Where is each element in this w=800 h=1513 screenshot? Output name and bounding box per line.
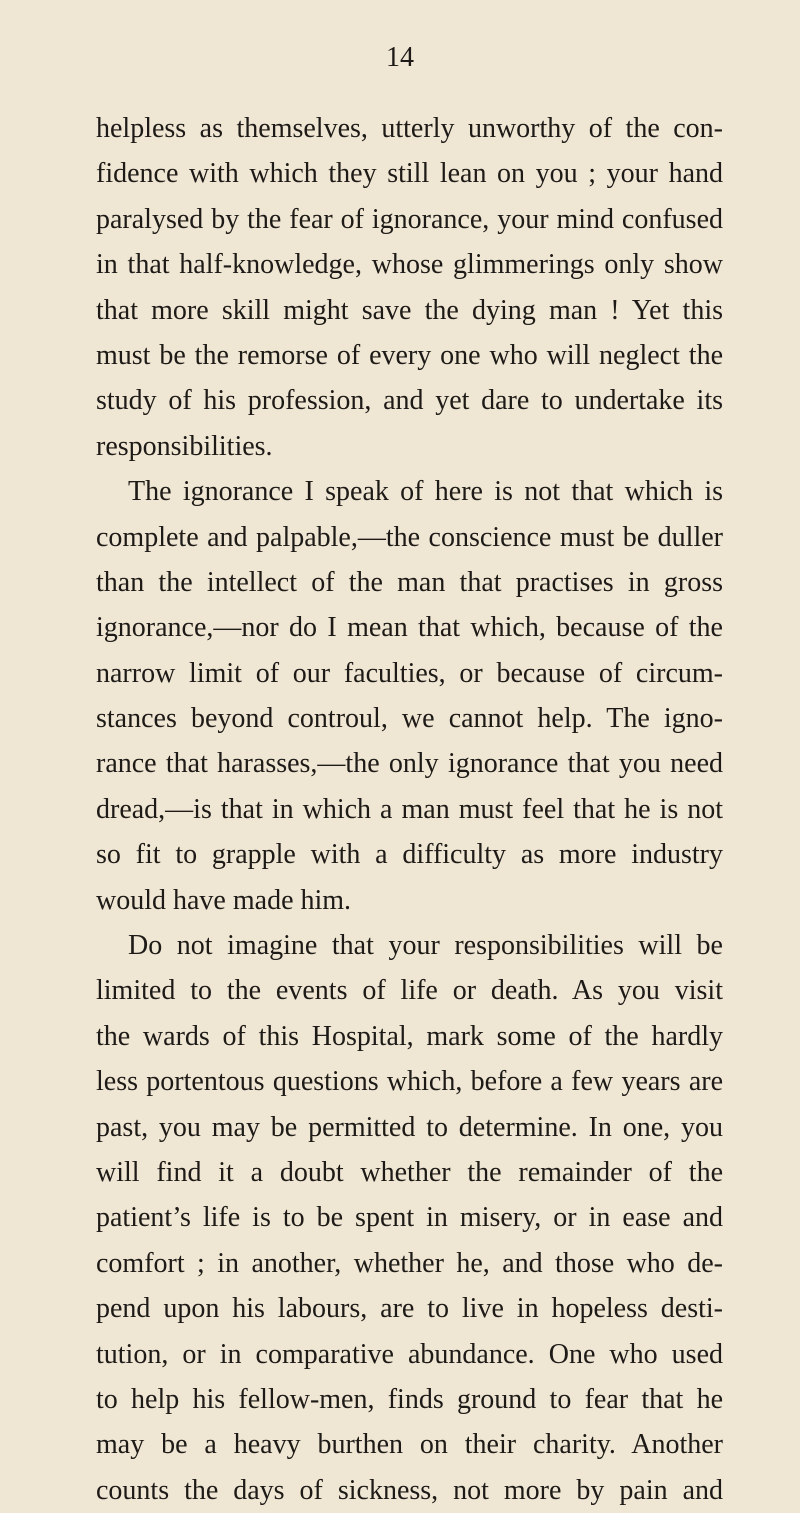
page-number: 14: [386, 42, 414, 73]
text-line: dread,—is that in which a man must feel that he is not: [96, 793, 723, 825]
text-line: that more skill might save the dying man ! Yet this: [96, 294, 723, 326]
text-line: tution, or in comparative abundance. One who used: [96, 1338, 723, 1370]
text-line: counts the days of sickness, not more by pain and: [96, 1474, 723, 1506]
text-line: limited to the events of life or death. As you visit: [96, 975, 723, 1007]
text-line: paralysed by the fear of ignorance, your mind confused: [96, 203, 723, 235]
text-line: past, you may be permitted to determine. In one, you: [96, 1111, 723, 1143]
paragraph-end-line: would have made him.: [96, 884, 352, 916]
text-line: so fit to grapple with a difficulty as more industry: [96, 839, 723, 871]
text-line: stances beyond controul, we cannot help. The igno-: [96, 703, 723, 735]
paragraph-end-line: responsibilities.: [96, 430, 273, 462]
text-line: than the intellect of the man that practises in gross: [96, 566, 723, 598]
text-line: ignorance,—nor do I mean that which, because of the: [96, 612, 723, 644]
paragraph-start-line: The ignorance I speak of here is not that which is: [128, 476, 723, 508]
text-line: will find it a doubt whether the remainder of the: [96, 1156, 723, 1188]
body-text: [96, 106, 723, 1513]
text-line: to help his fellow-men, finds ground to fear that he: [96, 1383, 723, 1415]
text-line: study of his profession, and yet dare to undertake its: [96, 385, 723, 417]
text-line: comfort ; in another, whether he, and those who de-: [96, 1247, 723, 1279]
text-line: may be a heavy burthen on their charity. Another: [96, 1429, 723, 1461]
text-line: patient’s life is to be spent in misery, or in ease and: [96, 1202, 723, 1234]
text-line: the wards of this Hospital, mark some of the hardly: [96, 1020, 723, 1052]
text-line: pend upon his labours, are to live in hopeless desti-: [96, 1293, 723, 1325]
text-line: less portentous questions which, before a few years are: [96, 1066, 723, 1098]
text-line: rance that harasses,—the only ignorance that you need: [96, 748, 723, 780]
text-line: in that half-knowledge, whose glimmerings only show: [96, 249, 723, 281]
text-line: helpless as themselves, utterly unworthy of the con-: [96, 113, 723, 144]
text-line: must be the remorse of every one who will neglect the: [96, 339, 723, 371]
text-line: complete and palpable,—the conscience must be duller: [96, 521, 723, 553]
text-line: fidence with which they still lean on you ; your hand: [96, 158, 723, 190]
text-line: narrow limit of our faculties, or because of circum-: [96, 657, 723, 689]
paragraph-start-line: Do not imagine that your responsibilities will be: [128, 930, 723, 962]
